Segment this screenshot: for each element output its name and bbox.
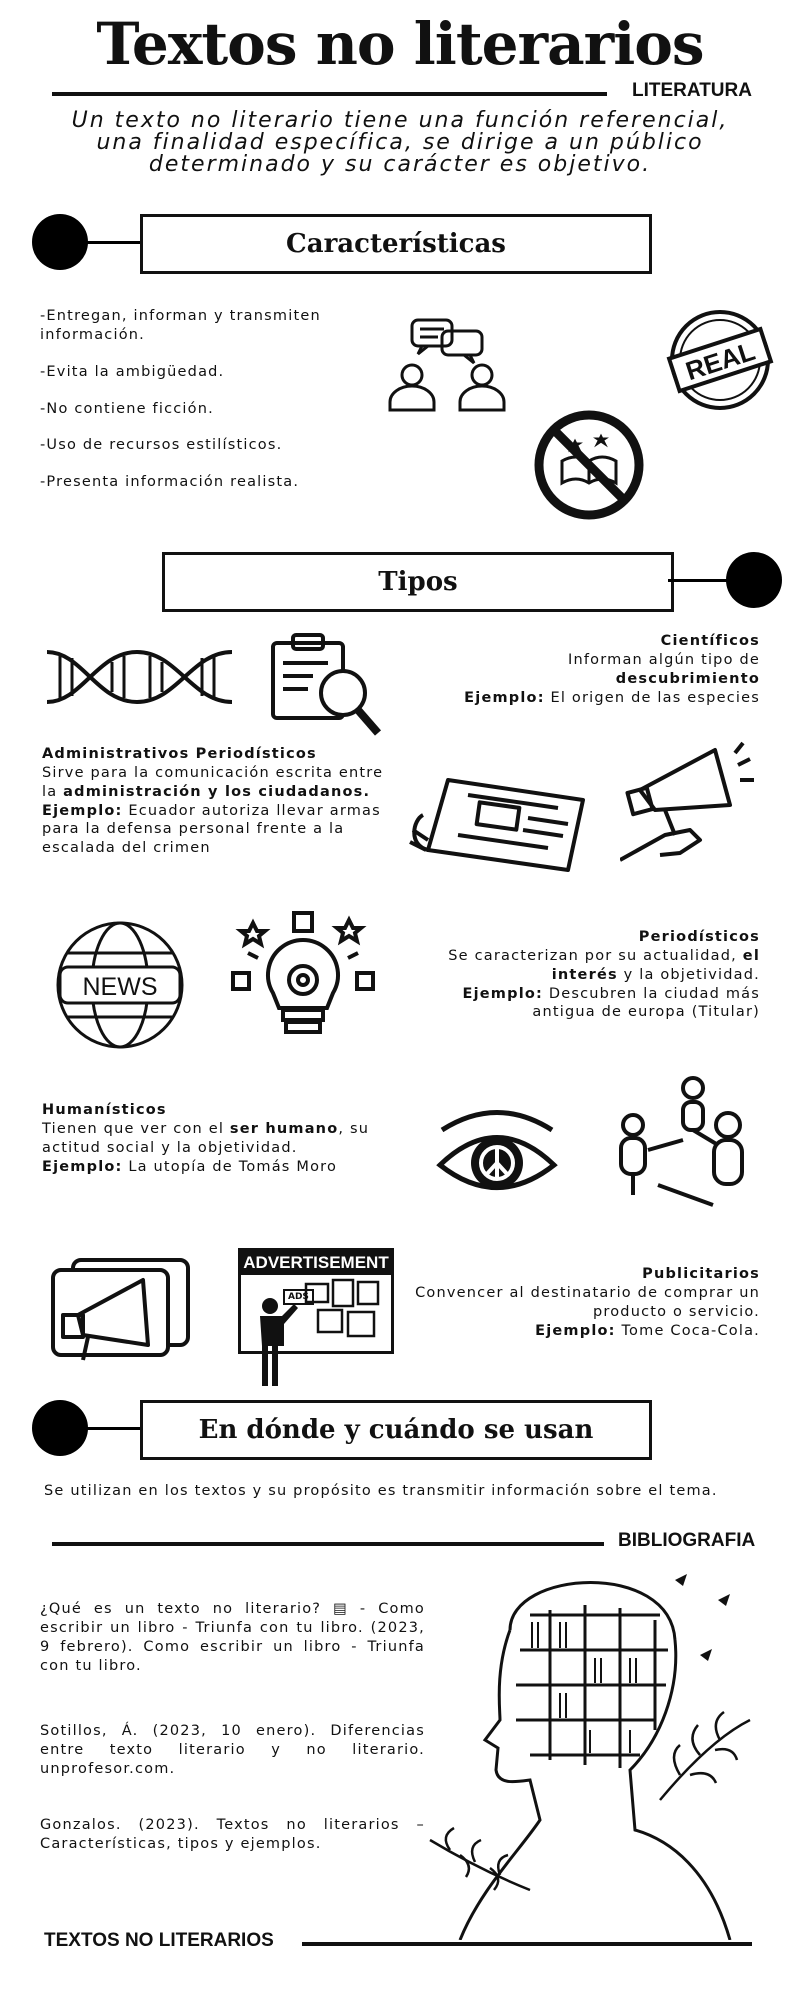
example-label: Ejemplo: (42, 1158, 123, 1175)
conversation-icon (382, 315, 512, 415)
bibliografia-rule (52, 1542, 604, 1546)
bibliografia-tag: BIBLIOGRAFIA (618, 1530, 756, 1551)
real-stamp-icon (660, 305, 780, 415)
people-network-icon (608, 1070, 758, 1220)
humanisticos-text: Tienen que ver con el (42, 1120, 230, 1137)
news-globe-icon (50, 915, 190, 1055)
news-label: NEWS (82, 973, 158, 1001)
bibliography-ref: ¿Qué es un texto no literario? ▤ - Como escribir un libro - Triunfa con tu libro. (2023, 9 febrero). Como escribir un libro - Triunfa con tu libro. (40, 1601, 425, 1674)
bookshelf-head-illustration (420, 1570, 760, 1940)
humanisticos-text2: , su actitud social y la objetividad. (42, 1120, 370, 1156)
header-rule (52, 92, 607, 96)
periodisticos-example: Descubren la ciudad más antigua de europa (Titular) (532, 985, 760, 1021)
megaphone-screen-icon (48, 1255, 193, 1375)
newspaper-icon (408, 760, 603, 880)
footer-rule (302, 1942, 752, 1946)
cientificos-text: Informan algún tipo de (568, 651, 760, 668)
administrativos-bold: administración y los ciudadanos. (63, 783, 371, 800)
peace-eye-icon (432, 1105, 562, 1205)
publicitarios-example: Tome Coca-Cola. (615, 1322, 760, 1339)
administrativos-block (42, 745, 402, 858)
section-dot (726, 552, 782, 608)
list-item: -Uso de recursos estilísticos. (40, 437, 283, 454)
advertisement-label: ADVERTISEMENT (241, 1251, 391, 1275)
page-title: Textos no literarios (96, 10, 704, 78)
section-dot (32, 1400, 88, 1456)
connector-line (86, 1427, 142, 1430)
bibliography-ref: Gonzalos. (2023). Textos no literarios – Características, tipos y ejemplos. (40, 1817, 425, 1852)
intro-text: Un texto no literario tiene una función referencial, una finalidad específica, se dirige a un público determinado y su carácter es objetivo. (71, 108, 729, 177)
dna-icon (42, 632, 237, 722)
administrativos-text: Sirve para la comunicación escrita entre la (42, 764, 384, 800)
footer-tag: TEXTOS NO LITERARIOS (44, 1930, 274, 1951)
cientificos-bold: descubrimiento (615, 670, 760, 687)
publicitarios-text: Convencer al destinatario de comprar un producto o servicio. (415, 1284, 760, 1320)
administrativos-title: Administrativos Periodísticos (42, 746, 317, 762)
list-item: -Entregan, informan y transmiten información. (40, 308, 321, 343)
example-label: Ejemplo: (462, 985, 544, 1002)
ads-label: ADS (283, 1289, 314, 1305)
periodisticos-text2: y la objetividad. (617, 966, 760, 983)
list-item: -Evita la ambigüedad. (40, 363, 225, 380)
presenter-icon (238, 1270, 388, 1390)
periodisticos-title: Periodísticos (638, 929, 760, 945)
humanisticos-title: Humanísticos (42, 1102, 167, 1118)
administrativos-example: Ecuador autoriza llevar armas para la defensa personal frente a la escalada del crimen (42, 802, 381, 857)
periodisticos-text: Se caracterizan por su actualidad, (448, 947, 743, 964)
example-label: Ejemplo: (535, 1322, 616, 1339)
humanisticos-bold: ser humano (229, 1120, 339, 1137)
caracteristicas-list (40, 307, 370, 510)
stamp-text: REAL (682, 335, 759, 387)
research-icon (268, 628, 388, 738)
cientificos-title: Científicos (660, 633, 760, 649)
megaphone-hand-icon (620, 735, 760, 865)
connector-line (668, 579, 728, 582)
tipos-heading: Tipos (162, 552, 674, 612)
list-item: -Presenta información realista. (40, 474, 300, 491)
idea-bulb-icon (228, 908, 378, 1058)
literatura-tag: LITERATURA (632, 80, 752, 101)
example-label: Ejemplo: (464, 689, 545, 706)
periodisticos-bold: el interés (551, 947, 760, 983)
connector-line (86, 241, 142, 244)
uso-text: Se utilizan en los textos y su propósito es transmitir información sobre el tema. (44, 1483, 718, 1499)
caracteristicas-heading: Características (140, 214, 652, 274)
list-item: -No contiene ficción. (40, 400, 214, 417)
publicitarios-title: Publicitarios (642, 1266, 760, 1282)
section-dot (32, 214, 88, 270)
cientificos-block (420, 632, 760, 707)
example-label: Ejemplo: (42, 802, 123, 819)
uso-heading: En dónde y cuándo se usan (140, 1400, 652, 1460)
bibliography-ref: Sotillos, Á. (2023, 10 enero). Diferencias entre texto literario y no literario. unprofesor.com. (40, 1723, 425, 1777)
humanisticos-example: La utopía de Tomás Moro (122, 1158, 338, 1175)
cientificos-example: El origen de las especies (544, 689, 760, 706)
humanisticos-block (42, 1101, 402, 1176)
no-fiction-icon (532, 408, 647, 523)
periodisticos-block (410, 928, 760, 1022)
publicitarios-block (400, 1265, 760, 1340)
